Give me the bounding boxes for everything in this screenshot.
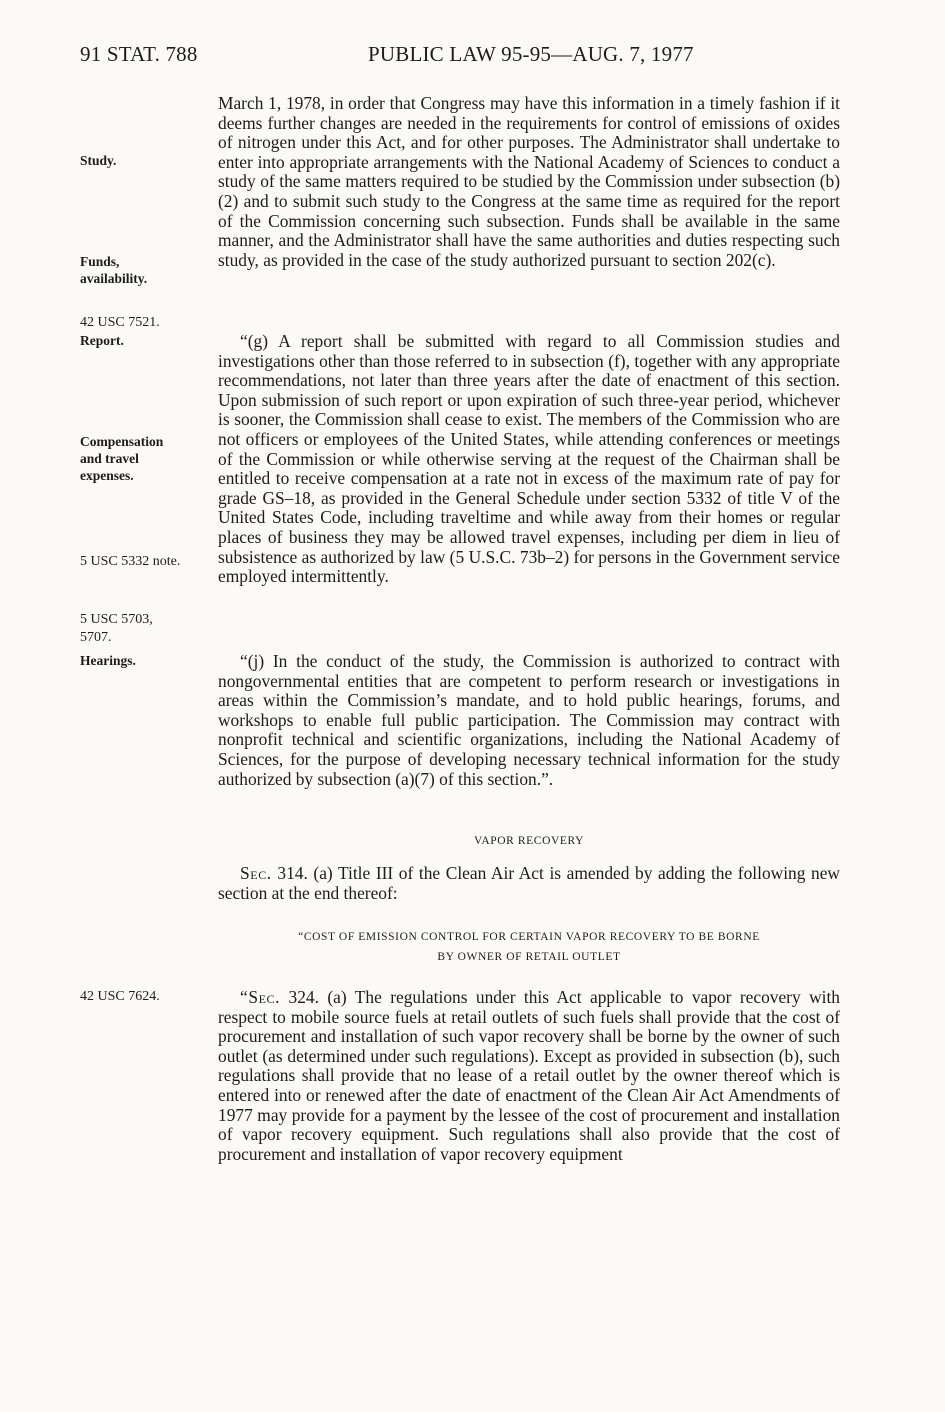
margin-note-42usc7624: 42 USC 7624. [80, 989, 160, 1004]
heading-cost-line-1: “COST OF EMISSION CONTROL FOR CERTAIN VAPOR RECOVERY TO BE BORNE [298, 931, 760, 943]
margin-note-funds: Funds, [80, 254, 120, 269]
heading-cost-line-2: BY OWNER OF RETAIL OUTLET [437, 951, 621, 963]
margin-note-availability: availability. [80, 271, 148, 286]
paragraph-sec-314 [218, 864, 840, 903]
section-text: 324. (a) The regulations under this Act applicable to vapor recovery with respect to mobile source fuels at retail outlets of such fuels shall provide that the cost of procurement and installation of such vapor recovery shall be borne by the owner of such outlet (as determined under such regulations). Except as provided in subsection (b), such regulations shall provide that no lease of a retail outlet by the owner thereof which is entered into or renewed after the date of enactment of the Clean Air Act Amendments of 1977 may provide for a payment by the lessee of the cost of procurement and installation of vapor recovery equipment. Such regulations shall also provide that the cost of procurement and installation of vapor recovery equipment [218, 987, 840, 1164]
section-label: Sec. [240, 863, 272, 883]
margin-note-compensation: Compensation [80, 434, 164, 449]
margin-note-5usc5332: 5 USC 5332 note. [80, 554, 181, 569]
law-title: PUBLIC LAW 95-95—AUG. 7, 1977 [368, 42, 694, 66]
statute-reference: 91 STAT. 788 [80, 42, 198, 66]
section-text: 314. (a) Title III of the Clean Air Act is amended by adding the following new section at the end thereof: [218, 863, 840, 903]
paragraph-subsection-j: “(j) In the conduct of the study, the Commission is authorized to contract with nongovernmental entities that are competent to perform research or investigations in areas within the Commission’s mandate, and to hold public hearings, forums, and workshops to enable full public participation. The Commission may contract with nonprofit technical and scientific organizations, including the National Academy of Sciences, for the purpose of developing necessary technical information for the study authorized by subsection (a)(7) of this section.”. [218, 651, 840, 789]
margin-note-hearings: Hearings. [80, 653, 136, 668]
paragraph-subsection-g: “(g) A report shall be submitted with regard to all Commission studies and investigations other than those referred to in subsection (f), together with any appropriate recommendations, not later than three years after the date of enactment of this section. Upon submission of such report or upon expiration of such three-year period, whichever is sooner, the Commission shall cease to exist. The members of the Commission who are not officers or employees of the United States, while attending conferences or meetings of the Commission or while otherwise serving at the request of the Chairman shall be entitled to receive compensation at a rate not in excess of the maximum rate of pay for grade GS–18, as provided in the General Schedule under section 5332 of title V of the United States Code, including traveltime and while away from their homes or regular places of business they may be allowed travel expenses, including per diem in lieu of subsistence as authorized by law (5 U.S.C. 73b–2) for persons in the Government service employed intermittently. [218, 331, 840, 587]
section-label: “Sec. [240, 987, 281, 1007]
paragraph-study-continued: March 1, 1978, in order that Congress may have this information in a timely fashion if it deems further changes are needed in the requirements for control of emissions of oxides of nitrogen under this Act, and for other purposes. The Administrator shall undertake to enter into appropriate arrangements with the National Academy of Sciences to conduct a study of the same matters required to be studied by the Commission under subsection (b)(2) and to submit such study to the Congress at the same time as required for the report of the Commission concerning such subsection. Funds shall be available in the same manner, and the Administrator shall have the same authorities and duties respecting such study, as provided in the case of the study authorized pursuant to section 202(c). [218, 93, 840, 270]
paragraph-sec-324 [218, 988, 840, 1164]
margin-note-5usc5703: 5 USC 5703, [80, 612, 153, 627]
page-header [0, 42, 945, 72]
margin-note-5707: 5707. [80, 630, 112, 645]
margin-note-42usc7521: 42 USC 7521. [80, 315, 160, 330]
margin-note-and-travel: and travel [80, 451, 139, 466]
margin-note-expenses: expenses. [80, 468, 134, 483]
margin-note-report: Report. [80, 333, 124, 348]
heading-vapor-recovery: VAPOR RECOVERY [473, 835, 585, 847]
margin-note-study: Study. [80, 153, 117, 168]
